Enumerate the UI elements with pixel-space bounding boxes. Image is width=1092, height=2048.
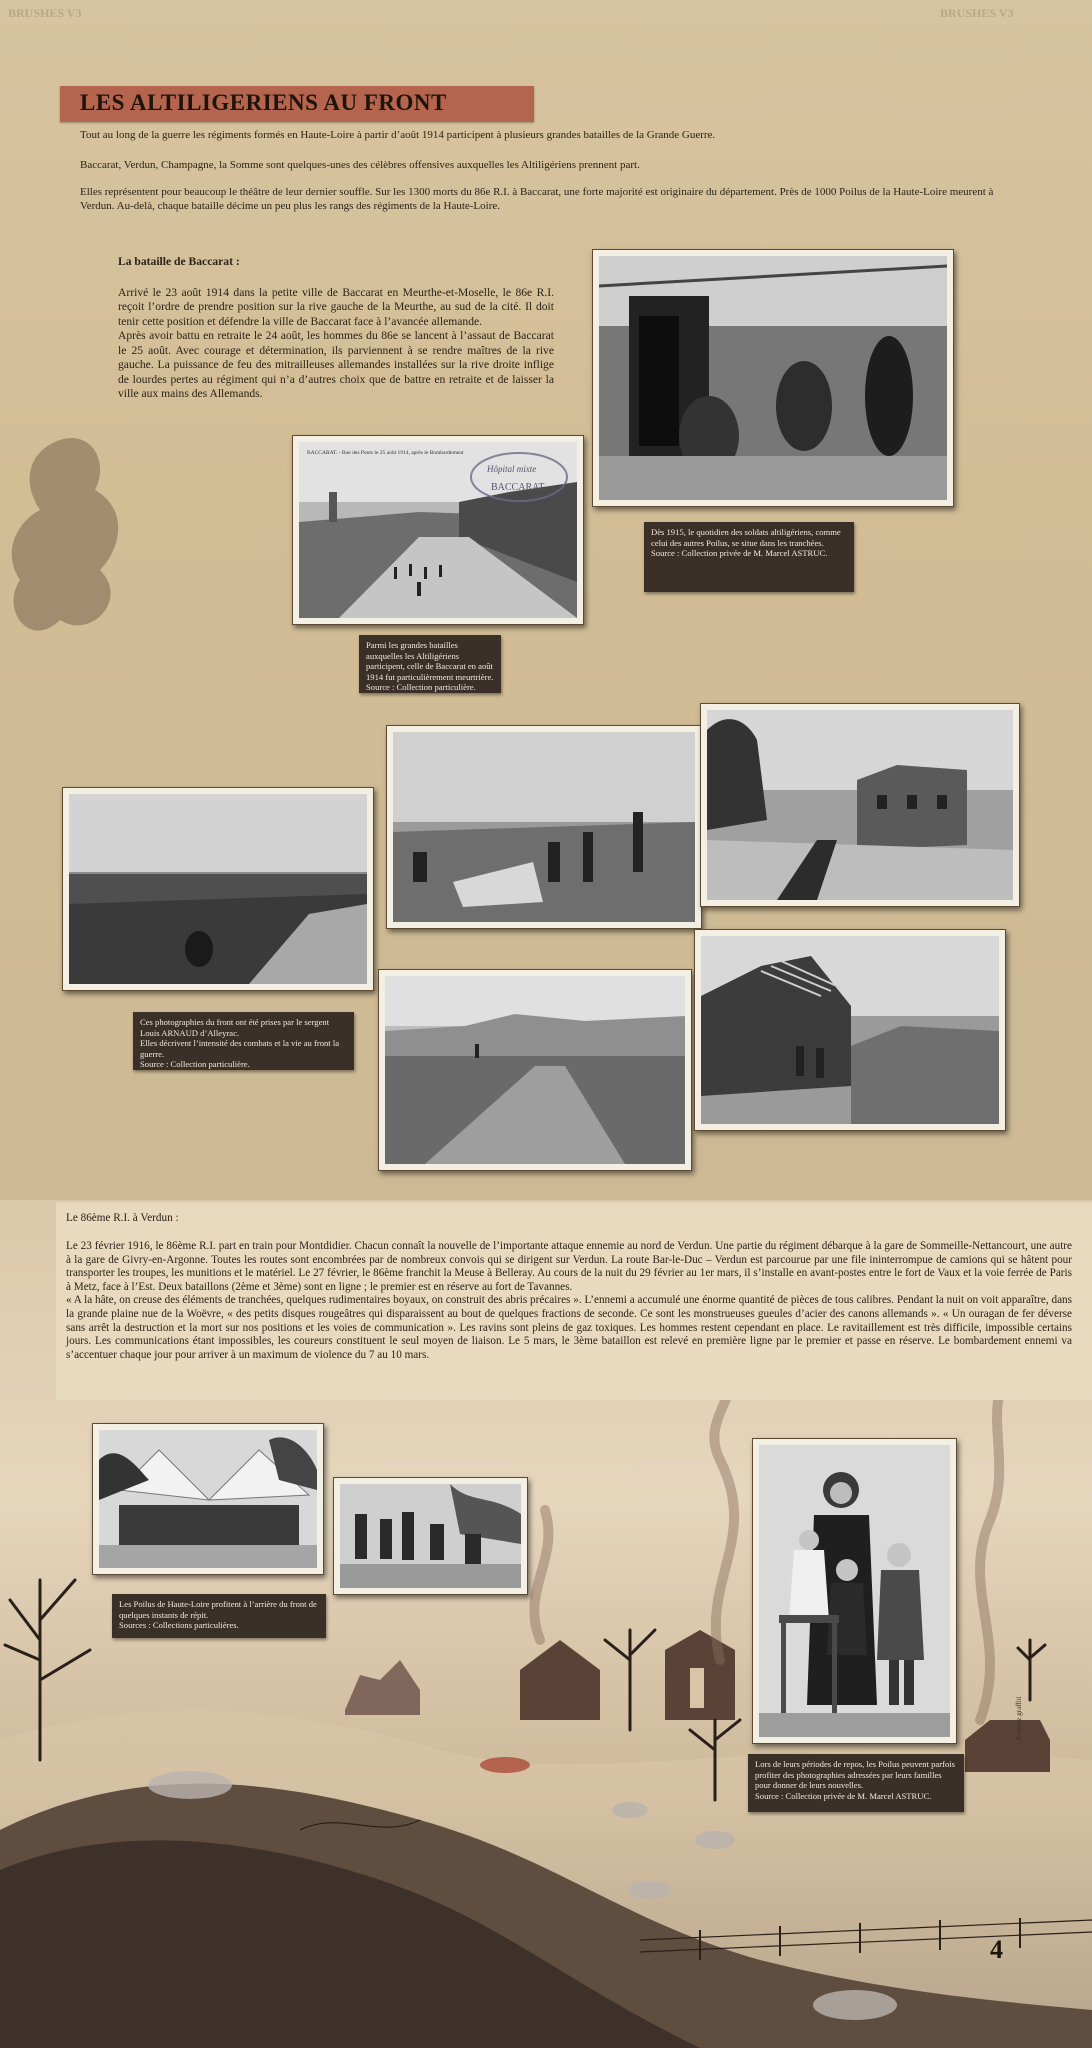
corner-mark-right: BRUSHES V3 — [940, 6, 1014, 20]
baccarat-heading: La bataille de Baccarat : — [118, 255, 240, 268]
photo-front-trench — [62, 787, 374, 991]
photo-front-plain — [378, 969, 692, 1171]
verdun-paragraph-1: Le 23 février 1916, le 86ème R.I. part en train pour Montdidier. Chacun connaît la nouvelle de l’importante attaque ennemie au nord de Verdun. Une partie du régiment débarque à la gare de Sommeille-Nettancourt, une autre à la gare de Givry-en-Argonne. Toutes les routes sont encombrées par de nombreux convois qui se dirigent sur Verdun. La route Bar-le-Duc – Verdun est parcourue par une file ininterrompue de camions qui se hâtent pour transporter les troupes, les munitions et le matériel. Le 27 février, le 86ème franchit la Meuse à Belleray. Au cours de la nuit du 29 février au 1er mars, il s’installe en avant-postes entre le fort de Vaux et la voie ferrée de Paris à Metz, face à l’Est. Deux bataillons (2ème et 3ème) sont en ligne ; le premier est en réserve au fort de Tavannes. — [66, 1240, 1072, 1293]
postcard-stamp-line-1: Hôpital mixte — [487, 464, 537, 474]
photo-trenches — [592, 249, 954, 507]
verdun-section — [56, 1202, 1092, 1400]
caption-rest: Les Poilus de Haute-Loire profitent à l’arrière du front de quelques instants de répit. Sources : Collections particulières. — [112, 1594, 326, 1638]
front-trench-image — [69, 794, 367, 984]
verdun-paragraph-2: « A la hâte, on creuse des éléments de tranchées, quelques rudimentaires boyaux, on construit des abris précaires ». L’ennemi a accumulé une énorme quantité de pièces de tous calibres. Pendant la nuit on voit apparaître, dans la grande plaine nue de la Woëvre, « des petits disques rougeâtres qui disparaissent au bout de quelques fractions de seconde. Ce sont les monstrueuses gueules d’acier des canons allemands ». « Un ouragan de fer déverse sans arrêt la destruction et la mort sur nos positions et les voies de communication ». Les ravins sont pleins de gaz toxiques. Les hommes restent cependant en place. Le ravitaillement est très difficile, impossible certains jours. Les communications étant impossibles, les coureurs constituent le seul moyen de liaison. Le 5 mars, le 3ème bataillon est relevé en première ligne par le premier et passe en réserve. Le bombardement ennemi va s’accentuer chaque jour pour arriver à un maximum de violence du 7 au 10 mars. — [66, 1294, 1072, 1361]
front-plain-image — [385, 976, 685, 1164]
page-title: LES ALTILIGERIENS AU FRONT — [80, 90, 447, 115]
front-ruins-image — [701, 936, 999, 1124]
corner-mark-left: BRUSHES V3 — [8, 6, 82, 20]
photo-front-ruins — [694, 929, 1006, 1131]
family-portrait-image — [759, 1445, 950, 1737]
ink-stain-decoration — [0, 430, 160, 660]
baccarat-paragraph-2: Après avoir battu en retraite le 24 août, les hommes du 86e se lancent à l’assaut de Baccarat le 25 août. Avec courage et détermination, ils parviennent à se rendre maîtres de la rive gauche. La puissance de feu des mitrailleuses allemandes installées sur la rive droite inflige de lourdes pertes au régiment qui n’a d’autres choix que de battre en retraite et de laisser la ville aux mains des Allemands. — [118, 329, 554, 400]
caption-baccarat: Parmi les grandes batailles auxquelles les Altiligériens participent, celle de Baccarat en août 1914 fut particulièrement meurtrière. Source : Collection particulière. — [359, 635, 501, 693]
verdun-heading: Le 86ème R.I. à Verdun : — [66, 1212, 179, 1224]
photo-baccarat-postcard — [292, 435, 584, 625]
page-number: 4 — [990, 1935, 1003, 1964]
photo-front-camp — [386, 725, 702, 929]
front-house-image — [707, 710, 1013, 900]
caption-front-photos: Ces photographies du front ont été prises par le sergent Louis ARNAUD d’Alleyrac. Elles décrivent l’intensité des combats et la vie au front la guerre. Source : Collection particulière. — [133, 1012, 354, 1070]
baccarat-paragraph-1: Arrivé le 23 août 1914 dans la petite ville de Baccarat en Meurthe-et-Moselle, le 86e R.I. reçoit l’ordre de prendre position sur la rive gauche de la Meurthe, au sud de la cité. Il doit tenir cette position et défendre la ville de Baccarat face à l’avancée allemande. — [118, 285, 554, 328]
caption-trenches: Dès 1915, le quotidien des soldats altiligériens, comme celui des autres Poilus, se situe dans les tranchées. Source : Collection privée de M. Marcel ASTRUC. — [644, 522, 854, 592]
photo-front-house — [700, 703, 1020, 907]
rest-tents-image — [99, 1430, 317, 1568]
baccarat-street-image — [299, 442, 577, 618]
verdun-body — [66, 1240, 1072, 1362]
intro-paragraph-2: Baccarat, Verdun, Champagne, la Somme sont quelques-unes des célèbres offensives auxquelles les Altiligériens prennent part. — [80, 159, 640, 171]
baccarat-section — [118, 255, 554, 416]
postcard-stamp-line-2: BACCARAT — [491, 482, 545, 493]
photo-rest-tents — [92, 1423, 324, 1575]
caption-family: Lors de leurs périodes de repos, les Poilus peuvent parfois profiter des photographies adressées par leurs familles pour donner de leurs nouvelles. Source : Collection privée de M. Marcel ASTRUC. — [748, 1754, 964, 1812]
photo-family — [752, 1438, 957, 1744]
photo-rest-group — [333, 1477, 528, 1595]
front-camp-image — [393, 732, 695, 922]
rest-group-image — [340, 1484, 521, 1588]
intro-paragraph-3: Elles représentent pour beaucoup le théâtre de leur dernier souffle. Sur les 1300 morts du 86e R.I. à Baccarat, une forte majorité est originaire du département. Près de 1000 Poilus de la Haute-Loire meurent à Verdun. Au-delà, chaque bataille décime un peu plus les rangs des régiments de la Haute-Loire. — [80, 186, 994, 212]
trench-soldiers-image — [599, 256, 947, 500]
postcard-header: BACCARAT. - Rue des Ponts le 25 août 1914, après le Bombardement — [307, 450, 464, 456]
illustration-credit: Ecoutez graffiti — [1015, 1696, 1023, 1740]
intro-paragraph-1: Tout au long de la guerre les régiments formés en Haute-Loire à partir d’août 1914 participent à plusieurs grandes batailles de la Grande Guerre. — [80, 129, 716, 141]
title-banner — [60, 86, 534, 122]
